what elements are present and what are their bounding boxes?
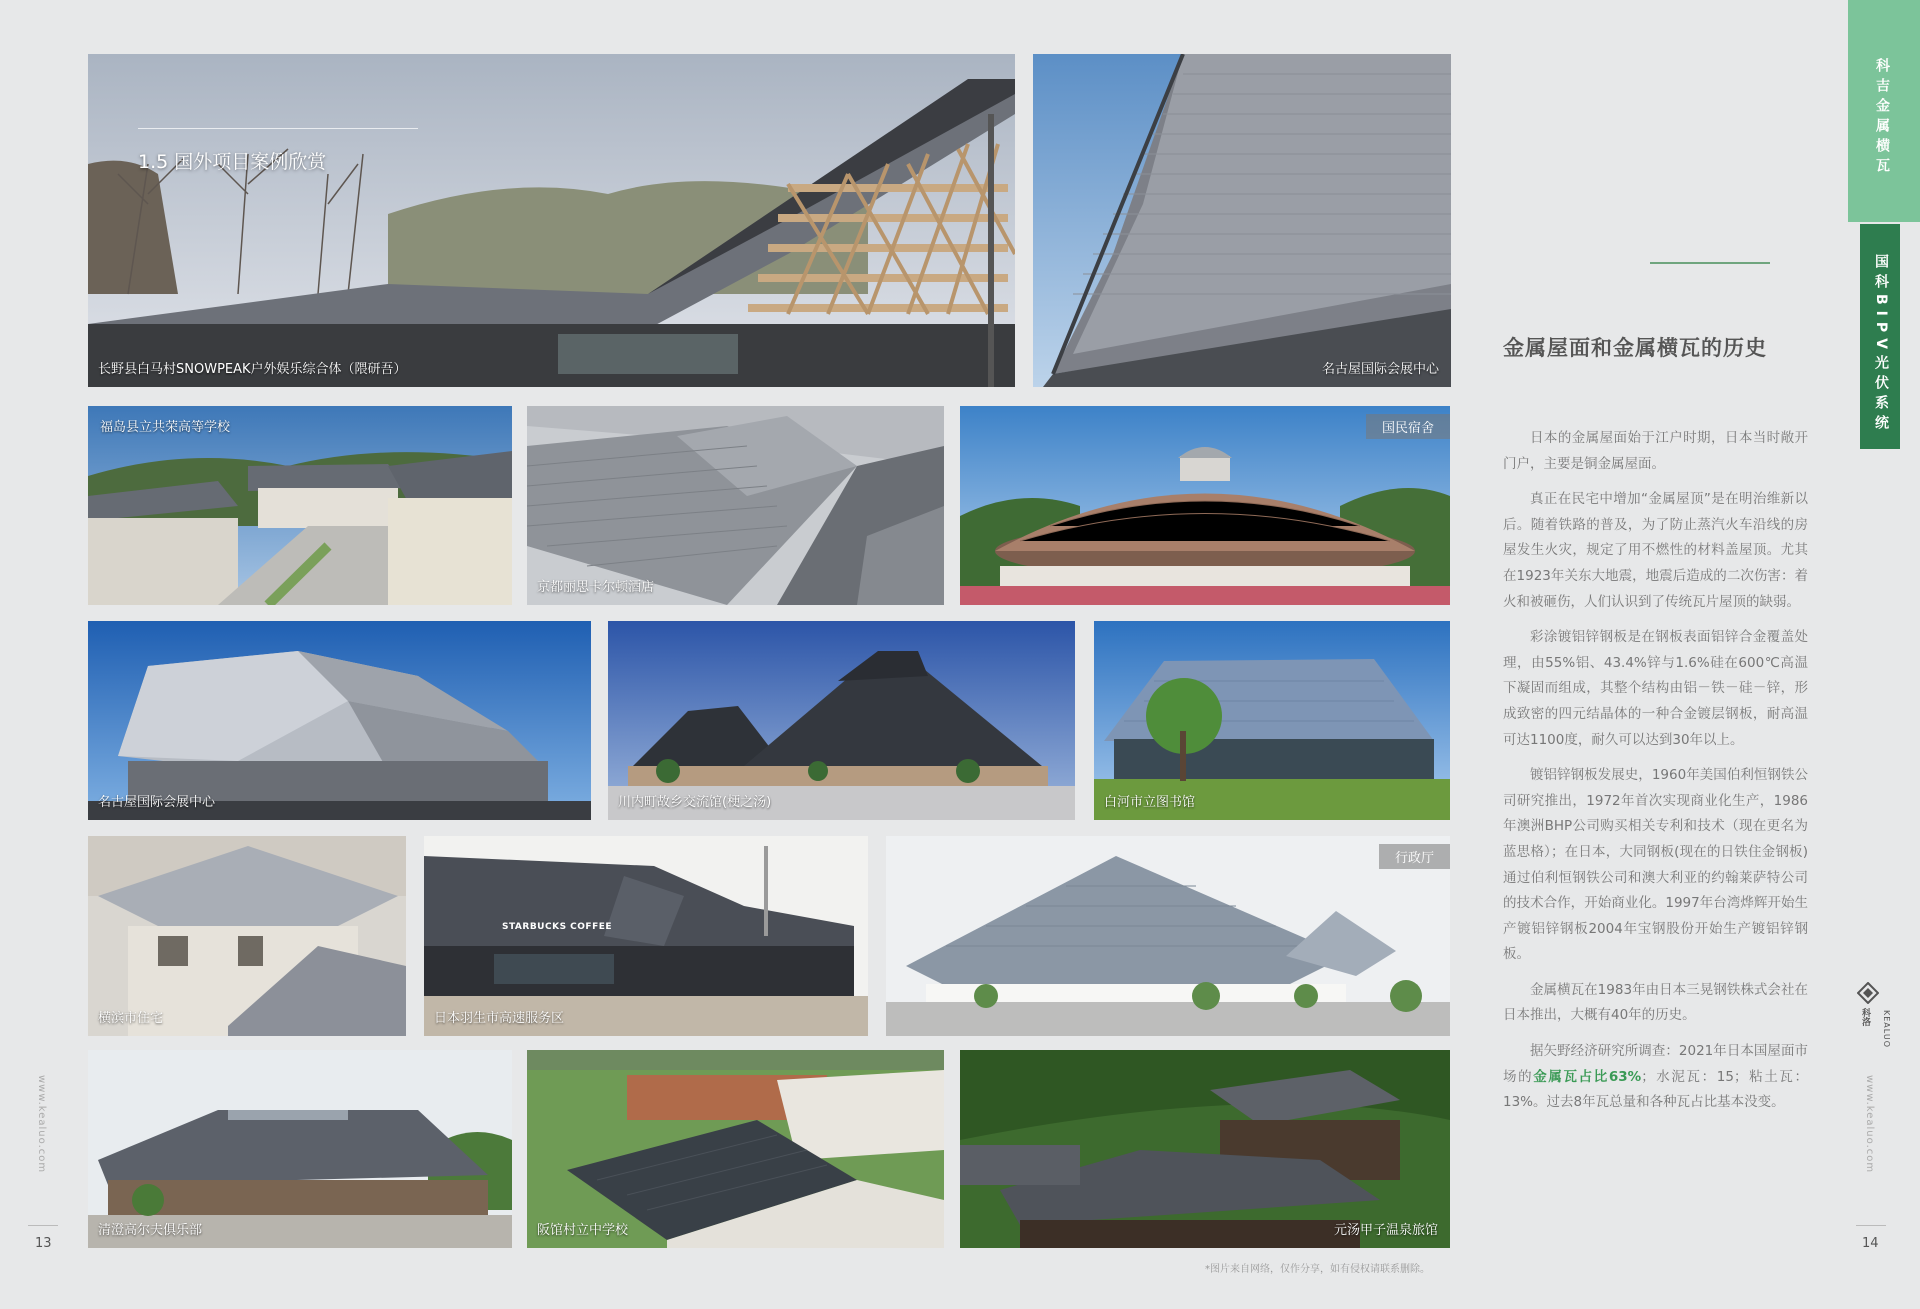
section-title-rule bbox=[138, 128, 418, 129]
photo-government-office bbox=[886, 836, 1450, 1036]
photo-motoyu-onsen bbox=[960, 1050, 1450, 1248]
photo-caption: 京都丽思卡尔顿酒店 bbox=[537, 580, 655, 595]
nagoya-roof-illustration bbox=[1033, 54, 1451, 387]
photo-fukushima-school bbox=[88, 406, 512, 605]
logo-latin: KEALUO bbox=[1882, 1010, 1891, 1048]
article-paragraph: 金属横瓦在1983年由日本三晃钢铁株式会社在日本推出，大概有40年的历史。 bbox=[1503, 981, 1808, 1024]
photo-yokohama-house bbox=[88, 836, 406, 1036]
photo-caption: 名古屋国际会展中心 bbox=[1321, 362, 1439, 377]
photo-caption: 川内町故乡交流馆(梗之汤) bbox=[618, 795, 772, 810]
survey-text: 据矢野经济研究所调查：2021年日本国屋面市场的 bbox=[1503, 1043, 1808, 1085]
photo-sakata-school bbox=[527, 1050, 944, 1248]
website-left: www.kealuo.com bbox=[36, 1075, 47, 1174]
page-rule-left bbox=[28, 1225, 58, 1226]
photo-snowpeak bbox=[88, 54, 1015, 387]
photo-national-lodge bbox=[960, 406, 1450, 605]
photo-nagoya-roof bbox=[1033, 54, 1451, 387]
side-tab-secondary[interactable] bbox=[1860, 224, 1900, 449]
side-tab-primary[interactable] bbox=[1848, 0, 1920, 222]
photo-caption: 横滨市住宅 bbox=[98, 1011, 164, 1026]
article-paragraph-last bbox=[1503, 1039, 1808, 1116]
side-tab-secondary-label: 国科BIPV光伏系统 bbox=[1873, 254, 1889, 435]
article-title: 金属屋面和金属横瓦的历史 bbox=[1503, 336, 1767, 360]
article-paragraph: 日本的金属屋面始于江户时期，日本当时敞开门户，主要是铜金属屋面。 bbox=[1503, 430, 1808, 472]
photo-caption: 阪馆村立中学校 bbox=[537, 1223, 629, 1238]
photo-nagoya-center bbox=[88, 621, 591, 820]
article-body bbox=[1503, 426, 1808, 1126]
photo-kiyosumi-golf bbox=[88, 1050, 512, 1248]
photo-caption: 名古屋国际会展中心 bbox=[98, 795, 216, 810]
photo-caption: 长野县白马村SNOWPEAK户外娱乐综合体（隈研吾） bbox=[98, 362, 407, 377]
school-illustration bbox=[88, 406, 512, 605]
section-title: 1.5 国外项目案例欣赏 bbox=[138, 151, 327, 173]
photo-hanyu-service-area bbox=[424, 836, 868, 1036]
photo-caption: 行政厅 bbox=[1379, 844, 1450, 869]
office-illustration bbox=[886, 836, 1450, 1036]
image-footnote: *图片来自网络，仅作分享，如有侵权请联系删除。 bbox=[1205, 1264, 1430, 1275]
page-number-right: 14 bbox=[1862, 1236, 1879, 1251]
page-number-left: 13 bbox=[35, 1236, 52, 1251]
house-illustration bbox=[88, 836, 406, 1036]
brand-logo bbox=[1856, 982, 1882, 1052]
photo-caption: 国民宿舍 bbox=[1366, 414, 1450, 439]
starbucks-sign: STARBUCKS COFFEE bbox=[502, 922, 613, 932]
title-accent-rule bbox=[1650, 262, 1770, 264]
survey-text-rest: ；水泥瓦：15；粘土瓦：13%。过去8年瓦总量和各种瓦占比基本没变。 bbox=[1503, 1068, 1808, 1111]
photo-ritz-kyoto bbox=[527, 406, 944, 605]
logo-text: 科洛 bbox=[1860, 1008, 1870, 1026]
photo-shirakawa-library bbox=[1094, 621, 1450, 820]
snowpeak-illustration bbox=[88, 54, 1015, 387]
article-paragraph: 真正在民宅中增加“金属屋顶”是在明治维新以后。随着铁路的普及，为了防止蒸汽火车沿线的房屋发生火灾，规定了用不燃性的材料盖屋顶。尤其在1923年关东大地震，地震后造成的二次伤害：着火和被砸伤，人们认识到了传统瓦片屋顶的缺弱。 bbox=[1503, 491, 1808, 610]
metal-tile-share: 金属瓦占比63% bbox=[1533, 1068, 1642, 1085]
website-right: www.kealuo.com bbox=[1864, 1075, 1875, 1174]
article-paragraph: 镀铝锌钢板发展史，1960年美国伯利恒钢铁公司研究推出，1972年首次实现商业化生产，1986年澳洲BHP公司购买相关专利和技术（现在更名为蓝思格）；在日本，大同钢板(现在的日铁住金钢板)通过伯利恒钢铁公司和澳大利亚的约翰莱萨特公司的技术合作，开始商业化。1997年台湾烨辉开始生产镀铝锌钢板2004年宝钢股份开始生产镀铝锌钢板。 bbox=[1503, 767, 1808, 963]
logo-icon bbox=[1857, 982, 1879, 1004]
service-area-illustration bbox=[424, 836, 868, 1036]
photo-caption: 日本羽生市高速服务区 bbox=[434, 1011, 565, 1026]
photo-caption: 清澄高尔夫俱乐部 bbox=[98, 1223, 203, 1238]
article-paragraph: 彩涂镀铝锌钢板是在钢板表面铝锌合金覆盖处理，由55%铝、43.4%锌与1.6%硅在600℃高温下凝固而组成，其整个结构由铝－铁－硅－锌，形成致密的四元结晶体的一种合金镀层钢板，耐高温可达1100度，耐久可以达到30年以上。 bbox=[1503, 629, 1808, 748]
photo-caption: 元汤甲子温泉旅馆 bbox=[1333, 1223, 1438, 1238]
photo-kawauchi bbox=[608, 621, 1075, 820]
photo-caption: 福岛县立共荣高等学校 bbox=[100, 420, 231, 435]
side-tab-primary-label: 科吉金属横瓦 bbox=[1874, 58, 1890, 178]
page-rule-right bbox=[1856, 1225, 1886, 1226]
photo-caption: 白河市立图书馆 bbox=[1104, 795, 1196, 810]
